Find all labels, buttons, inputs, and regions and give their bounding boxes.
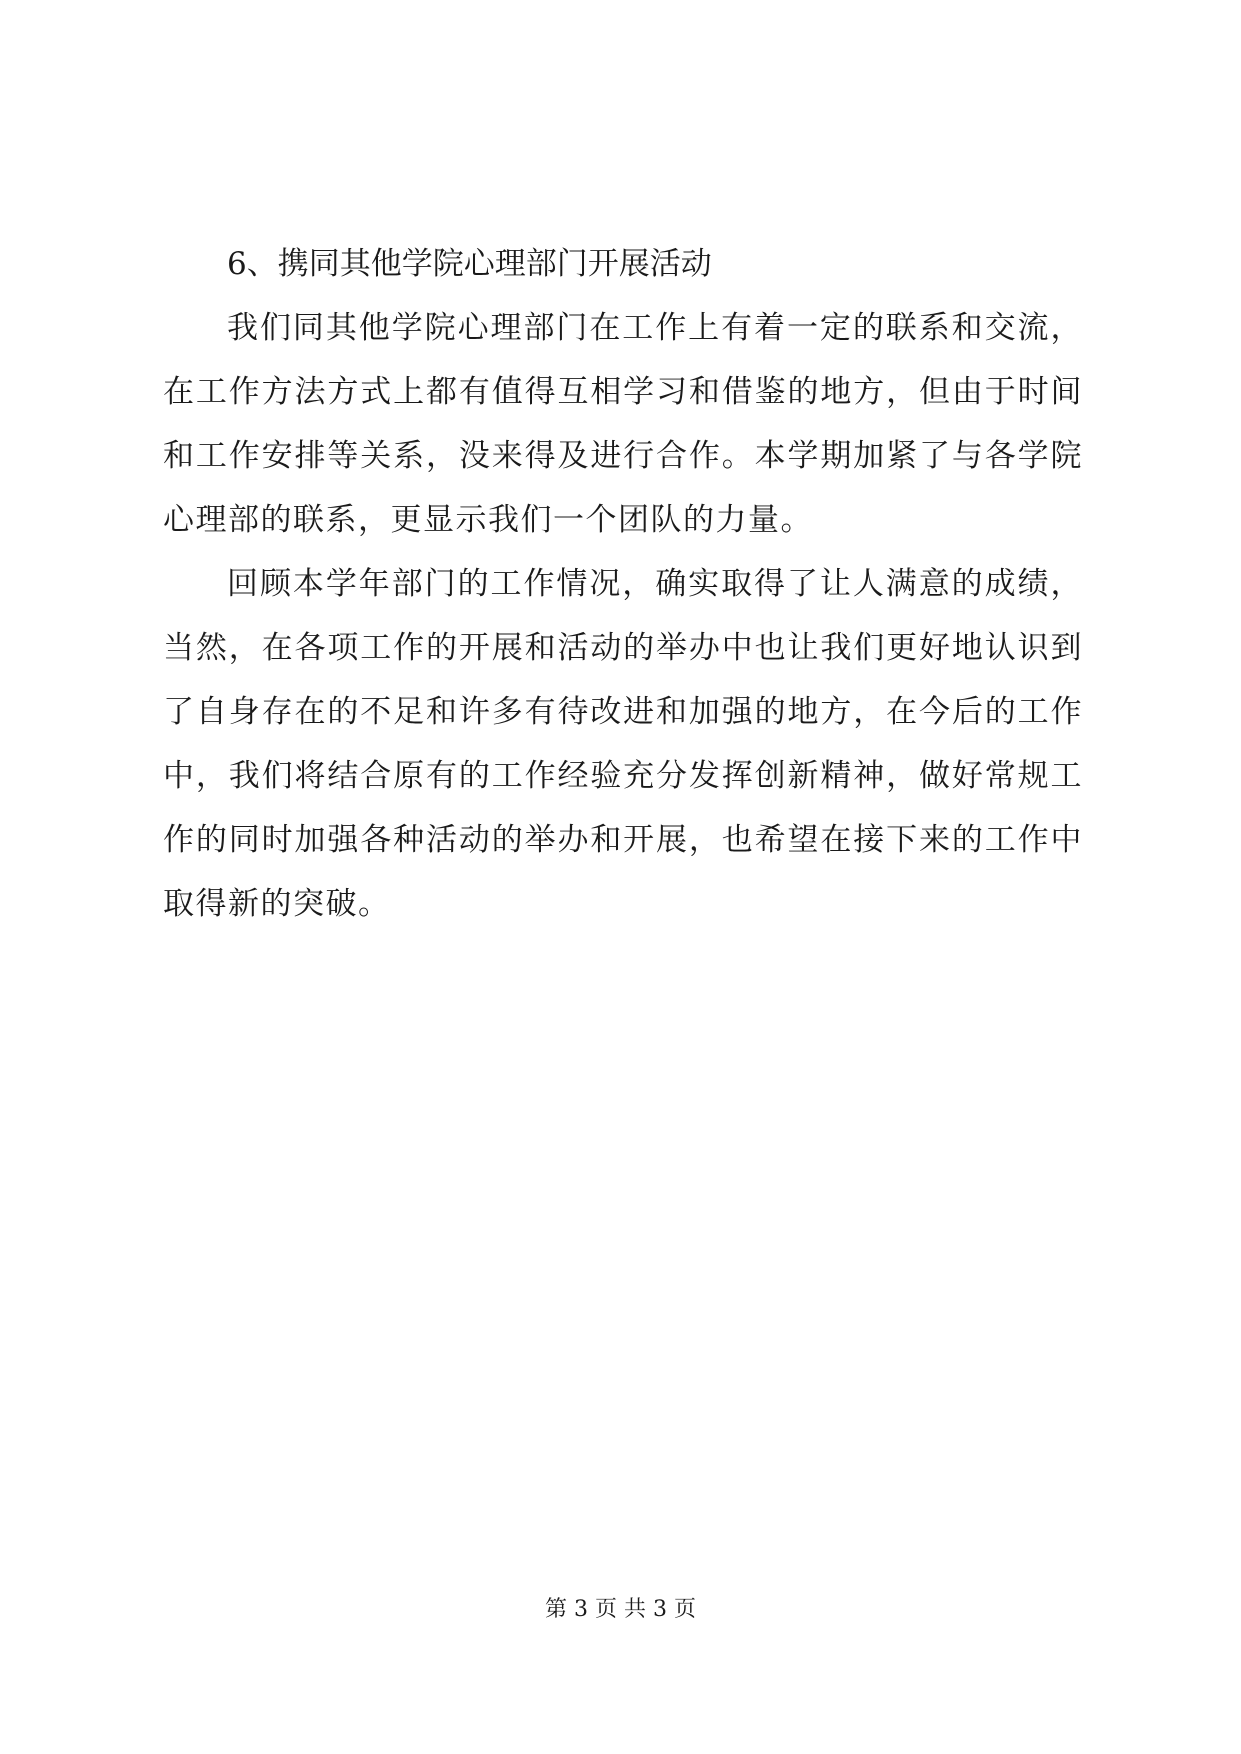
- page-number-footer: 第 3 页 共 3 页: [545, 1597, 696, 1622]
- document-body: [163, 232, 1083, 936]
- section-heading: 6、携同其他学院心理部门开展活动: [227, 246, 712, 282]
- paragraph-cooperation: 我们同其他学院心理部门在工作上有着一定的联系和交流，在工作方法方式上都有值得互相学习和借鉴的地方，但由于时间和工作安排等关系，没来得及进行合作。本学期加紧了与各学院心理部的联系，更显示我们一个团队的力量。: [163, 310, 1083, 538]
- paragraph-summary: 回顾本学年部门的工作情况，确实取得了让人满意的成绩，当然，在各项工作的开展和活动的举办中也让我们更好地认识到了自身存在的不足和许多有待改进和加强的地方，在今后的工作中，我们将结合原有的工作经验充分发挥创新精神，做好常规工作的同时加强各种活动的举办和开展，也希望在接下来的工作中取得新的突破。: [163, 566, 1083, 922]
